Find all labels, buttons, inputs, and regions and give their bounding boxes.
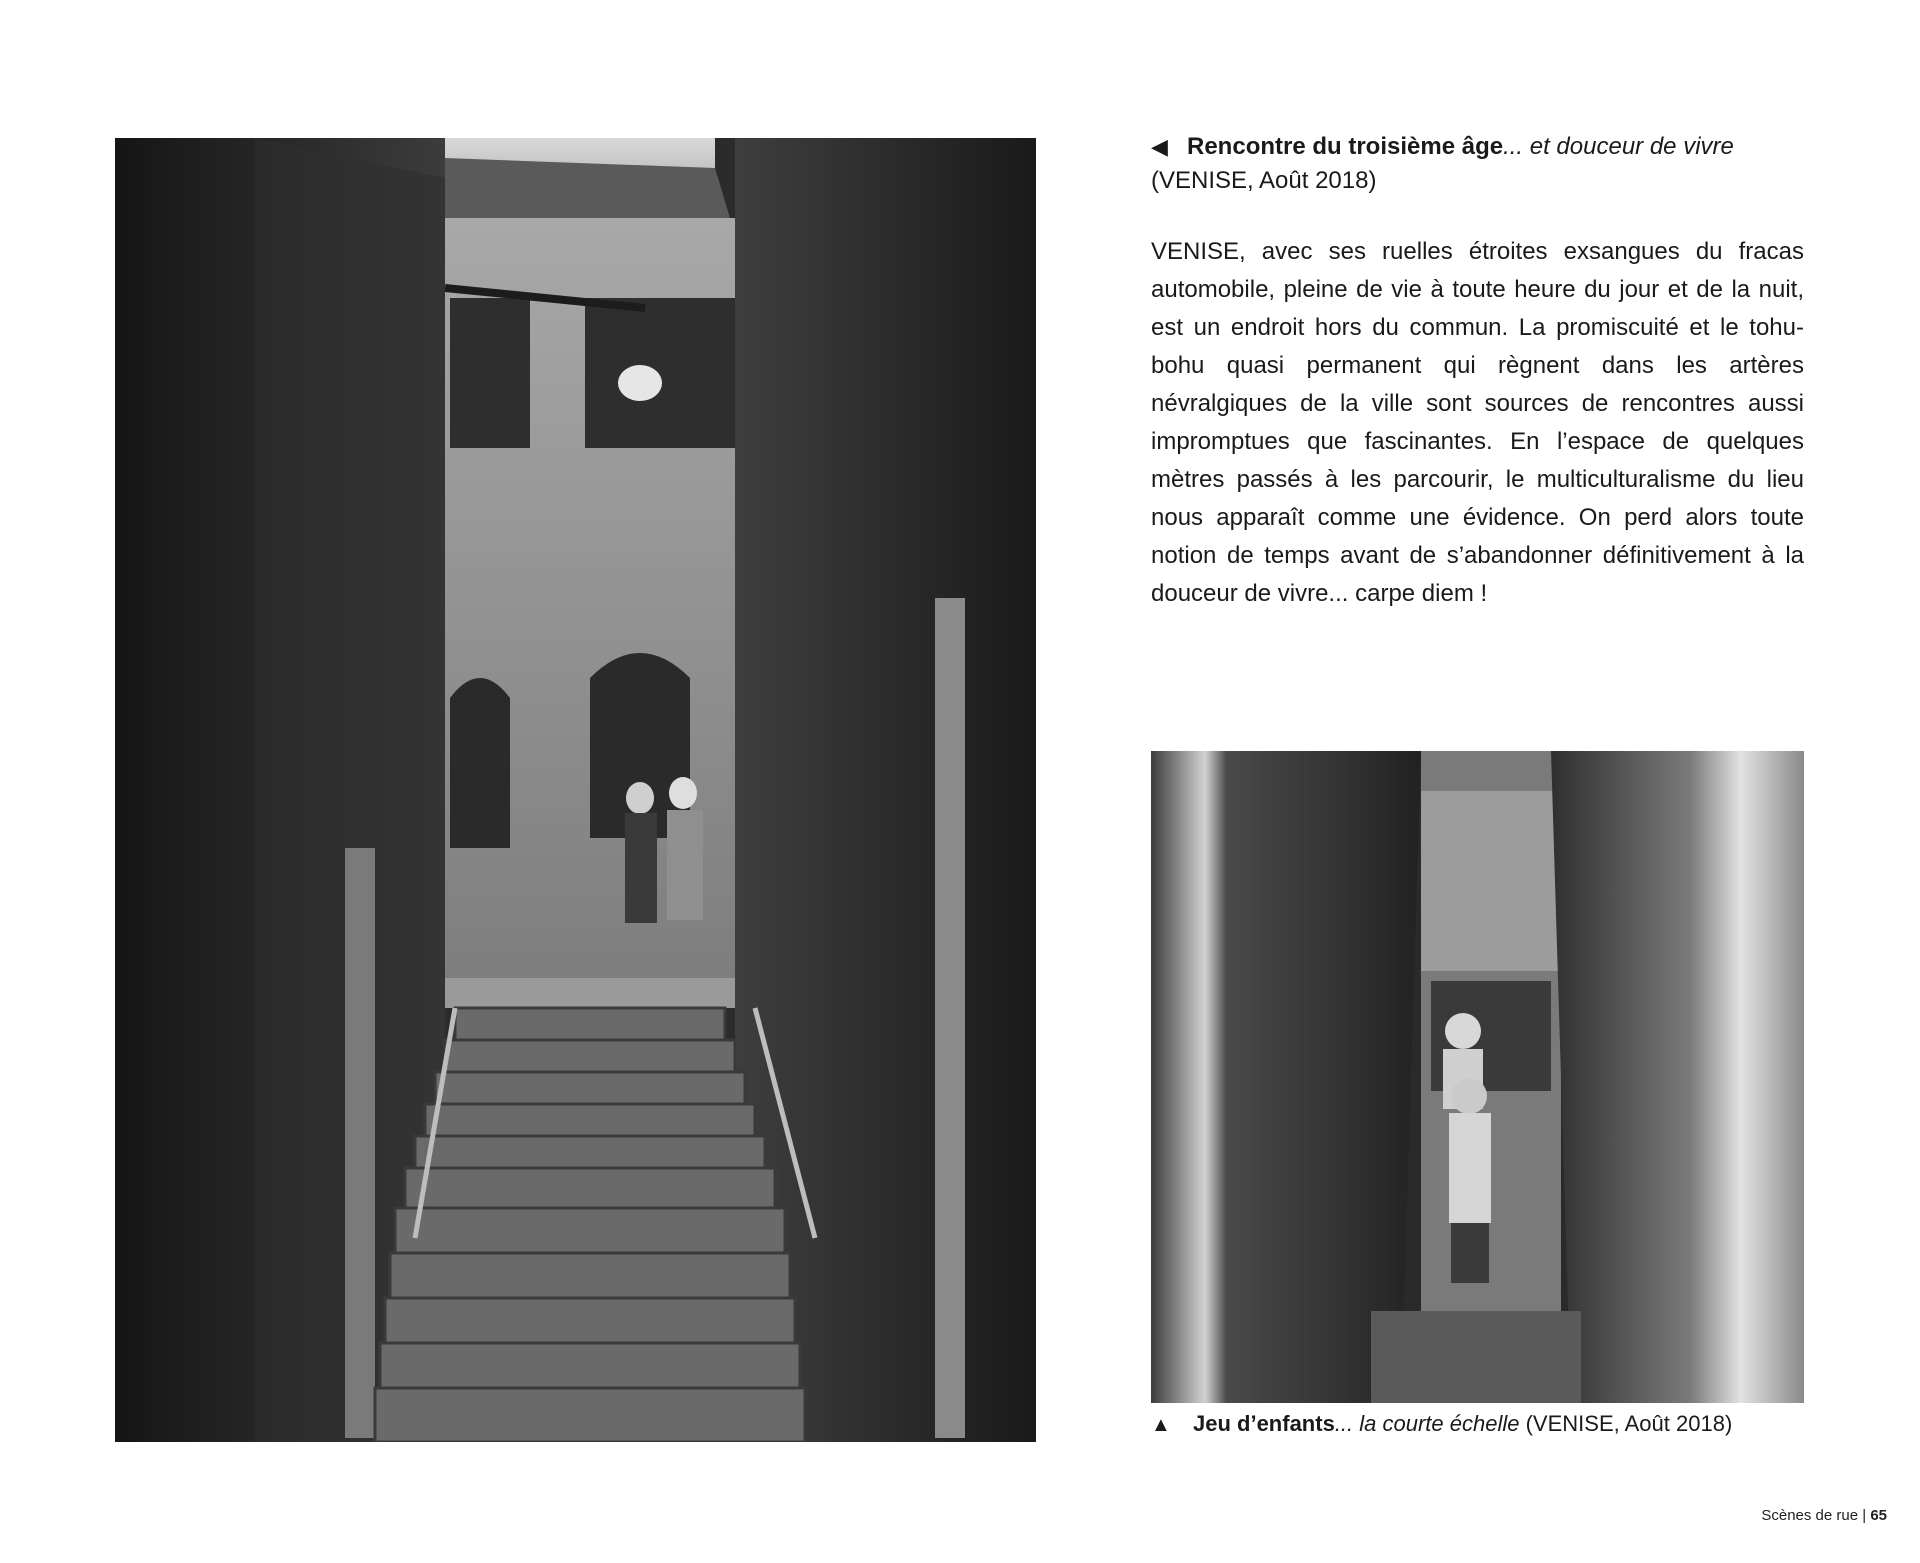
caption-bottom-subtitle: ... la courte échelle: [1334, 1411, 1520, 1436]
page-number: 65: [1870, 1507, 1887, 1524]
page-footer: [1761, 1507, 1887, 1524]
photo-children-alley: [1151, 751, 1804, 1403]
footer-separator: |: [1858, 1507, 1871, 1524]
left-triangle-icon: ◀: [1151, 134, 1168, 159]
caption-bottom-location: (VENISE, Août 2018): [1519, 1411, 1733, 1436]
up-triangle-icon: ▲: [1151, 1414, 1171, 1436]
caption-top-title: Rencontre du troisième âge: [1187, 133, 1504, 160]
footer-section: Scènes de rue: [1761, 1507, 1859, 1524]
caption-bottom: [1151, 1409, 1831, 1440]
body-paragraph: VENISE, avec ses ruelles étroites exsangues du fracas automobile, pleine de vie à toute heure du jour et de la nuit, est un endroit hors du commun. La promiscuité et le tohu-bohu quasi permanent qui règnent dans les artères névralgiques de la ville sont sources de rencontres aussi impromptues que fascinantes. En l’espace de quelques mètres passés à les parcourir, le multiculturalisme du lieu nous apparaît comme une évidence. On perd alors toute notion de temps avant de s’abandonner définitivement à la douceur de vivre... carpe diem !: [1151, 238, 1804, 607]
caption-bottom-title: Jeu d’enfants: [1193, 1411, 1335, 1436]
caption-top: [1151, 130, 1811, 198]
photo-venice-alley-stairs: [115, 138, 1036, 1442]
caption-top-location: (VENISE, Août 2018): [1151, 167, 1377, 194]
caption-top-subtitle: ... et douceur de vivre: [1503, 133, 1734, 160]
